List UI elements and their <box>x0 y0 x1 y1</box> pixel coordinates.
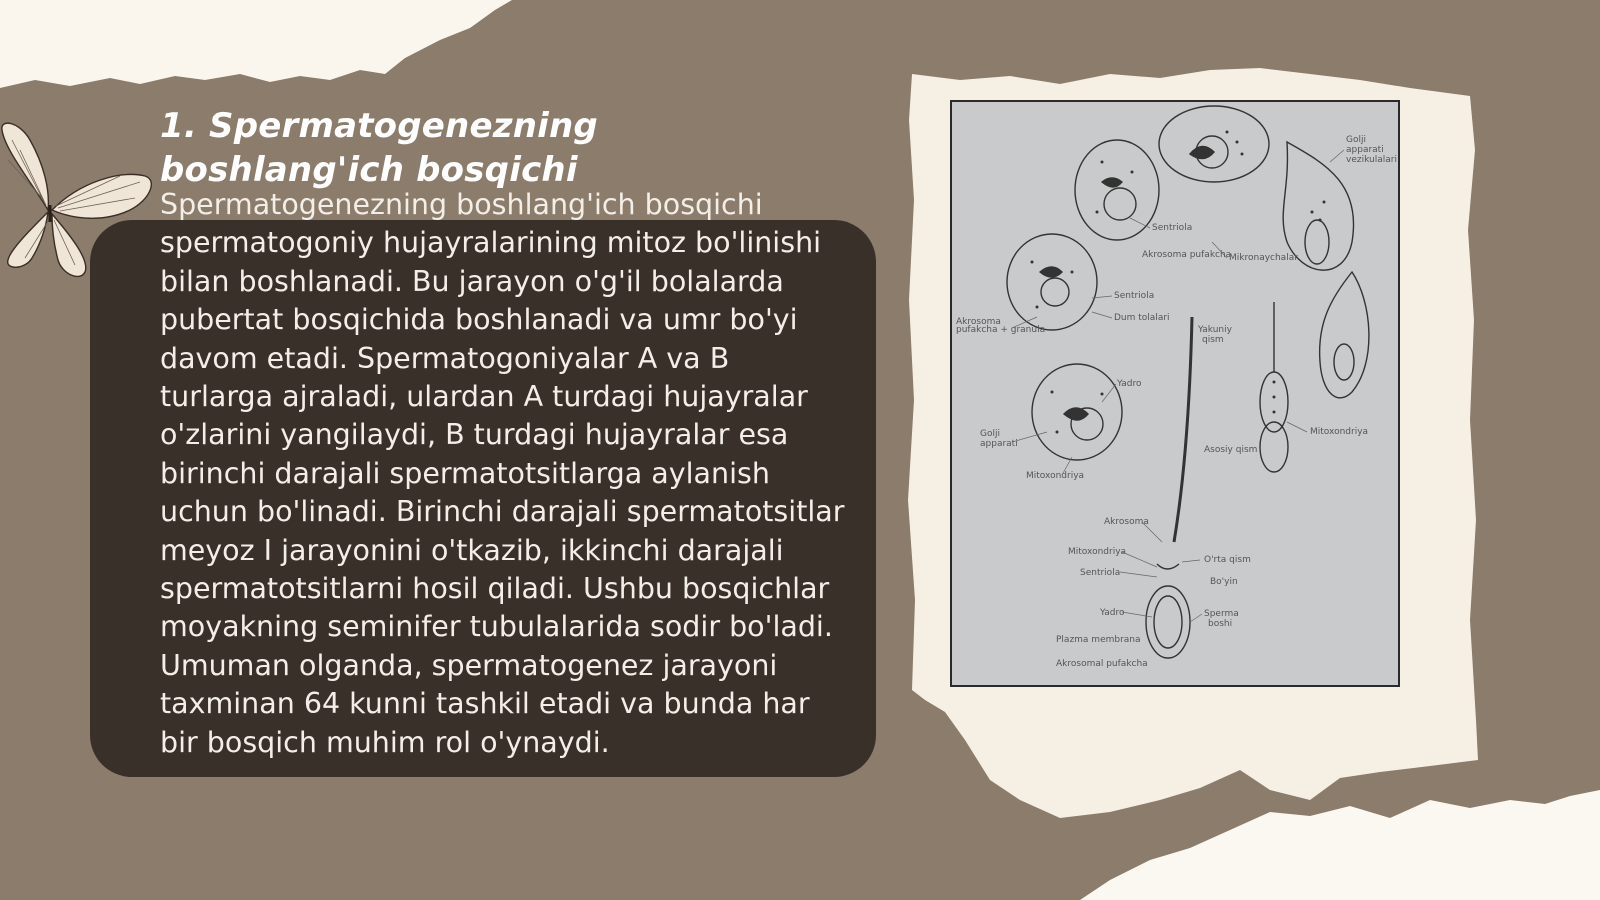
diagram-drawing <box>952 102 1398 685</box>
label-plazma: Plazma membrana <box>1056 635 1141 645</box>
label-sperma-boshi2: boshi <box>1208 619 1233 629</box>
label-yadro2: Yadro <box>1100 608 1125 618</box>
label-sentriola3: Sentriola <box>1080 568 1121 578</box>
label-sperma-boshi: Sperma <box>1204 609 1239 619</box>
label-akrosoma-granula2: pufakcha + granula <box>956 325 1046 335</box>
label-golji-top3: vezikulalari <box>1346 155 1397 165</box>
label-boyin: Bo'yin <box>1210 577 1238 587</box>
spermatogenesis-diagram <box>950 100 1400 687</box>
label-akrosomal-pufakcha: Akrosomal pufakcha <box>1056 659 1148 669</box>
label-dum-tolasi: Dum tolalari <box>1114 313 1170 323</box>
label-mikronaychalar: Mikronaychalar <box>1229 253 1298 263</box>
label-mitoxondriya2: Mitoxondriya <box>1310 427 1369 437</box>
label-golji-top: Golji <box>1346 135 1366 145</box>
label-asosiy-qism: Asosiy qism <box>1204 445 1258 455</box>
slide-body-text: Spermatogenezning boshlang'ich bosqichi spermatogoniy hujayralarining mitoz bo'linishi bilan boshlanadi. Bu jarayon o'g'il bolalarda pubertat bosqichida boshlanadi va umr bo'yi davom etadi. Spermatogoniyalar A va B turlarga ajraladi, ulardan A turdagi hujayralar o'zlarini yangilaydi, B turdagi hujayralar esa birinchi darajali spermatotsitlarga aylanish uchun bo'linadi. Birinchi darajali spermatotsitlar meyoz I jarayonini o'tkazib, ikkinchi darajali spermatotsitlarni hosil qiladi. Ushbu bosqichlar moyakning seminifer tubulalarida sodir bo'ladi. Umuman olganda, spermatogenez jarayoni taxminan 64 kunni tashkil etadi va bunda har bir bosqich muhim rol o'ynaydi. <box>160 188 845 759</box>
label-golji-apparati2: apparati <box>980 439 1018 449</box>
label-sentriola2: Sentriola <box>1114 291 1155 301</box>
label-sentriola1: Sentriola <box>1152 223 1193 233</box>
butterfly-icon <box>0 110 160 280</box>
label-yakuniy: Yakuniy <box>1198 325 1232 335</box>
label-akrosoma-granula: Akrosoma <box>956 317 1001 327</box>
label-yakuniy2: qism <box>1202 335 1224 345</box>
label-yadro1: Yadro <box>1117 379 1142 389</box>
label-mitoxondriya3: Mitoxondriya <box>1068 547 1127 557</box>
label-mitoxondriya1: Mitoxondriya <box>1026 471 1085 481</box>
label-golji-apparati: Golji <box>980 429 1000 439</box>
label-orta-qism: O'rta qism <box>1204 555 1251 565</box>
label-akrosoma-pufakcha: Akrosoma pufakcha <box>1142 250 1232 260</box>
label-golji-top2: apparati <box>1346 145 1384 155</box>
slide-title: 1. Spermatogenezning boshlang'ich bosqichi <box>160 106 598 190</box>
cell-shape <box>1075 140 1159 240</box>
label-akrosoma: Akrosoma <box>1104 517 1149 527</box>
